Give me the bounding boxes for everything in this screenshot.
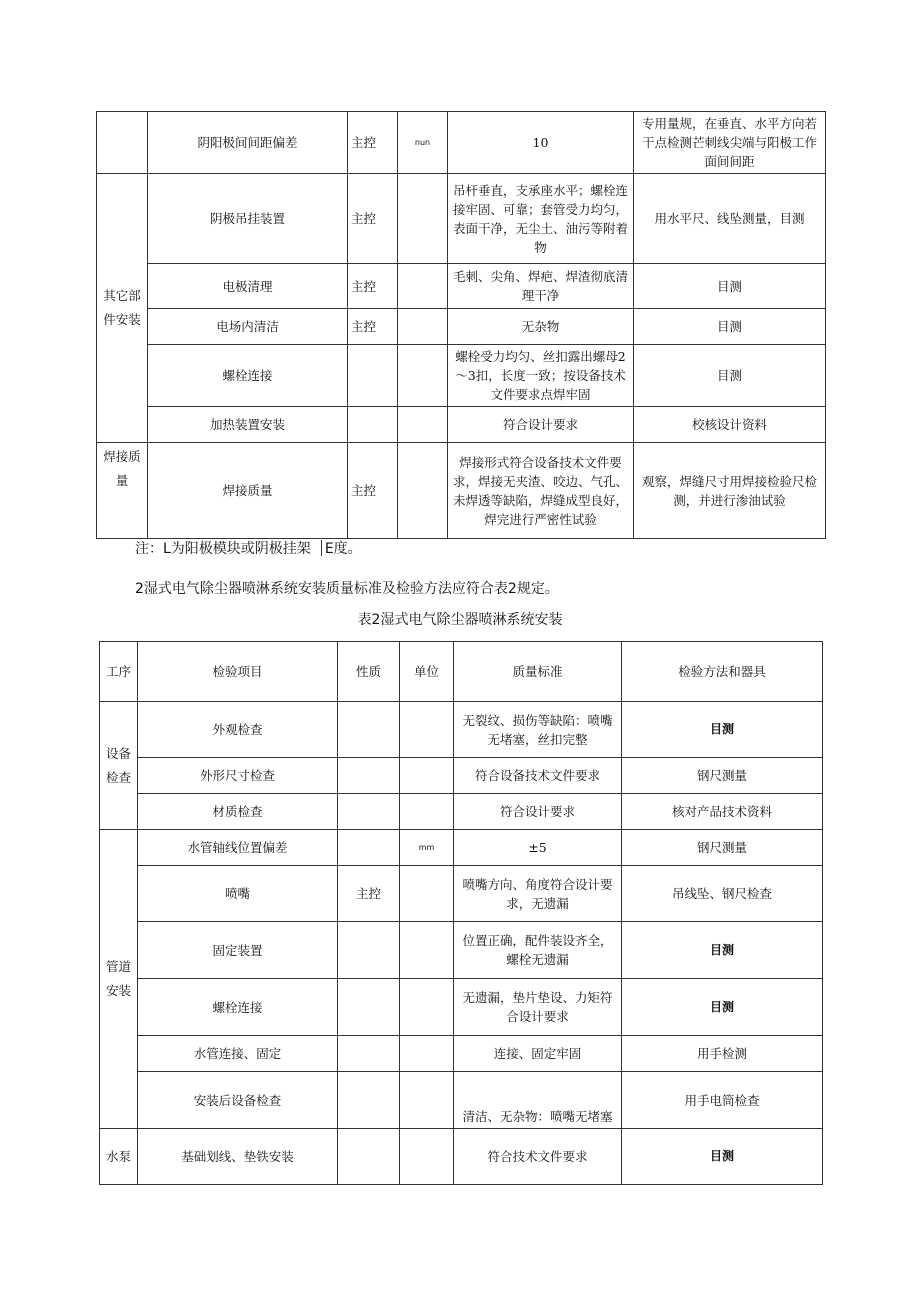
standard-cell: 符合设计要求 [454,794,622,830]
unit-cell [398,309,448,345]
table-row [100,794,823,830]
unit-cell [400,922,454,979]
header-nature: 性质 [338,642,400,702]
item-cell: 电极清理 [148,264,348,309]
method-cell: 钢尺测量 [622,758,823,794]
method-cell: 吊线坠、钢尺检查 [622,866,823,922]
item-cell: 外形尺寸检查 [138,758,338,794]
standard-cell: 无遗漏，垫片垫设、力矩符合设计要求 [454,979,622,1036]
note-text-1: 注：L为阳极模块或阴极挂架 [135,541,311,557]
group-equipment-check: 设备检查 [100,702,138,830]
method-cell: 观察，焊缝尺寸用焊接检验尺检测，并进行渗油试验 [634,443,826,539]
nature-cell: 主控 [338,866,400,922]
nature-cell [338,979,400,1036]
note-gap [311,540,322,556]
table-row [97,174,826,264]
group-pipe-install: 管道安装 [100,830,138,1129]
table-row [100,830,823,866]
method-cell: 核对产品技术资料 [622,794,823,830]
nature-cell [338,1129,400,1185]
table-row [97,407,826,443]
method-cell: 用水平尺、线坠测量，目测 [634,174,826,264]
item-cell: 阴极吊挂装置 [148,174,348,264]
header-unit: 单位 [400,642,454,702]
nature-cell [338,1036,400,1072]
unit-cell: nun [398,112,448,174]
nature-cell [348,345,398,407]
quality-table-2 [99,641,823,1185]
standard-cell: 喷嘴方向、角度符合设计要求，无遗漏 [454,866,622,922]
unit-cell [400,794,454,830]
standard-cell: 吊杆垂直，支承座水平；螺栓连接牢固、可靠；套管受力均匀，表面干净，无尘土、油污等附着物 [448,174,634,264]
unit-cell [400,866,454,922]
nature-cell [348,407,398,443]
unit-cell [400,1036,454,1072]
table-caption: 表2湿式电气除尘器喷淋系统安装 [357,612,563,628]
section-paragraph: 2湿式电气除尘器喷淋系统安装质量标准及检验方法应符合表2规定。 [135,581,559,597]
item-cell: 螺栓连接 [148,345,348,407]
note-text-2: E度。 [324,541,362,557]
item-cell: 基础划线、垫铁安装 [138,1129,338,1185]
standard-cell: 10 [448,112,634,174]
table-row [97,309,826,345]
unit-cell [400,1129,454,1185]
unit-cell [398,443,448,539]
standard-cell: 螺栓受力均匀、丝扣露出螺母2～3扣，长度一致；按设备技术文件要求点焊牢固 [448,345,634,407]
standard-cell: 符合技术文件要求 [454,1129,622,1185]
nature-cell [338,1072,400,1129]
header-item: 检验项目 [138,642,338,702]
header-standard: 质量标准 [454,642,622,702]
method-cell: 目测 [622,702,823,758]
item-cell: 水管连接、固定 [138,1036,338,1072]
table-row [100,702,823,758]
method-cell: 目测 [622,1129,823,1185]
nature-cell [338,922,400,979]
standard-cell: 位置正确，配件装设齐全，螺栓无遗漏 [454,922,622,979]
item-cell: 外观检查 [138,702,338,758]
standard-cell: 毛刺、尖角、焊疤、焊渣彻底清理干净 [448,264,634,309]
table-row [100,1129,823,1185]
table-row [100,979,823,1036]
table-row [100,922,823,979]
standard-cell: 连接、固定牢固 [454,1036,622,1072]
table-row [100,758,823,794]
standard-cell: 清洁、无杂物：喷嘴无堵塞 [454,1072,622,1129]
table-row [97,443,826,539]
item-cell: 螺栓连接 [138,979,338,1036]
nature-cell [338,758,400,794]
table-row [100,866,823,922]
standard-cell: 焊接形式符合设备技术文件要求，焊接无夹渣、咬边、气孔、未焊透等缺陷，焊缝成型良好，焊完进行严密性试验 [448,443,634,539]
group-water-pump: 水泵 [100,1129,138,1185]
method-cell: 钢尺测量 [622,830,823,866]
unit-cell [400,702,454,758]
method-cell: 目测 [622,922,823,979]
table-row [97,264,826,309]
item-cell: 安装后设备检查 [138,1072,338,1129]
nature-cell: 主控 [348,174,398,264]
method-cell: 目测 [634,345,826,407]
method-cell: 用手检测 [622,1036,823,1072]
table-row [97,112,826,174]
nature-cell [338,702,400,758]
standard-cell: 无裂纹、损伤等缺陷：喷嘴无堵塞，丝扣完整 [454,702,622,758]
nature-cell: 主控 [348,309,398,345]
unit-cell [400,979,454,1036]
unit-cell [398,407,448,443]
item-cell: 电场内清洁 [148,309,348,345]
standard-cell: ±5 [454,830,622,866]
table-note [135,538,362,558]
item-cell: 水管轴线位置偏差 [138,830,338,866]
standard-cell: 无杂物 [448,309,634,345]
table-row [100,1072,823,1129]
group-other-parts: 其它部件安装 [97,174,148,443]
unit-cell [398,345,448,407]
header-row [100,642,823,702]
quality-table-1 [96,111,826,539]
unit-cell [400,1072,454,1129]
nature-cell: 主控 [348,264,398,309]
group-weld-quality: 焊接质量 [97,443,148,539]
item-cell: 焊接质量 [148,443,348,539]
unit-cell [398,174,448,264]
unit-cell: mm [400,830,454,866]
nature-cell [338,830,400,866]
nature-cell [338,794,400,830]
item-cell: 固定装置 [138,922,338,979]
method-cell: 专用量规，在垂直、水平方向若干点检测芒刺线尖端与阳极工作面间间距 [634,112,826,174]
table-row [100,1036,823,1072]
method-cell: 目测 [622,979,823,1036]
standard-cell: 符合设计要求 [448,407,634,443]
item-cell: 阴阳极间间距偏差 [148,112,348,174]
item-cell: 喷嘴 [138,866,338,922]
nature-cell: 主控 [348,112,398,174]
standard-cell: 符合设备技术文件要求 [454,758,622,794]
item-cell: 材质检查 [138,794,338,830]
group-cell [97,112,148,174]
table-row [97,345,826,407]
method-cell: 用手电筒检查 [622,1072,823,1129]
method-cell: 目测 [634,309,826,345]
nature-cell: 主控 [348,443,398,539]
header-process: 工序 [100,642,138,702]
header-method: 检验方法和器具 [622,642,823,702]
item-cell: 加热装置安装 [148,407,348,443]
method-cell: 校核设计资料 [634,407,826,443]
unit-cell [400,758,454,794]
unit-cell [398,264,448,309]
method-cell: 目测 [634,264,826,309]
